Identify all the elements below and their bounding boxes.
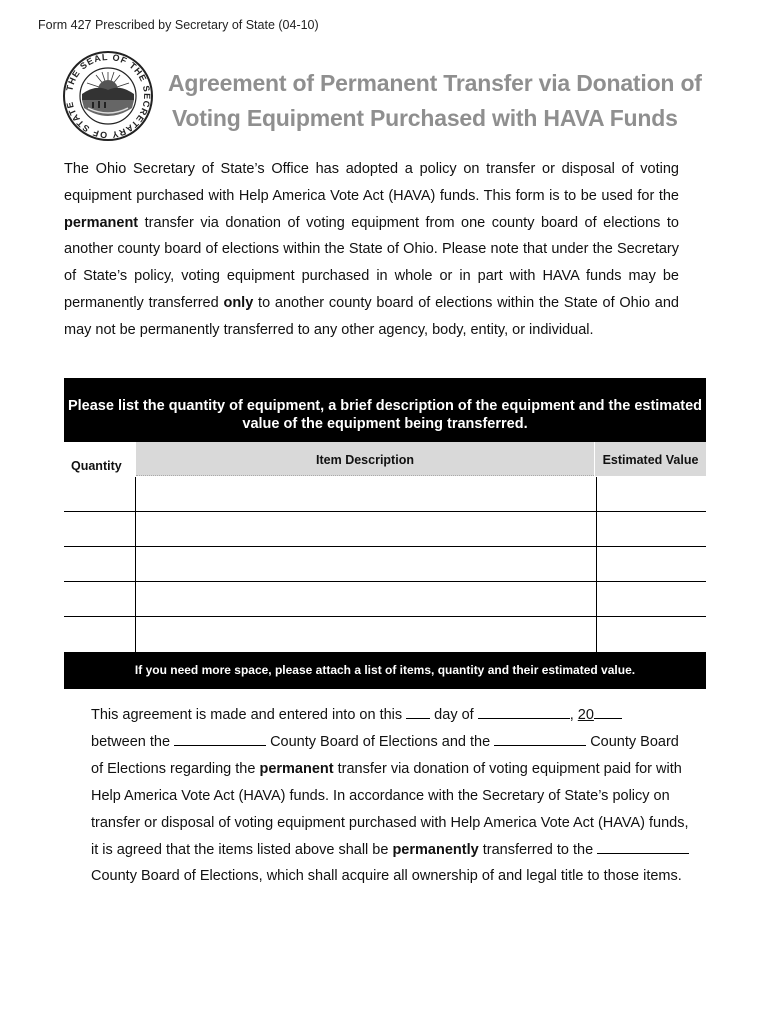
value-input[interactable] <box>596 512 706 547</box>
table-row <box>64 547 706 582</box>
description-input[interactable] <box>136 617 596 653</box>
page-title <box>168 66 728 136</box>
agreement-paragraph: This agreement is made and entered into on this day of , 20 between the County Board of Elections and the County Board of Elections regarding the permanent transfer via donation of voting equipment paid for with Help America Vote Act (HAVA) funds. In accordance with the Secretary of State’s policy on transfer or disposal of voting equipment purchased with Help America Vote Act (HAVA) funds, it is agreed that the items listed above shall be permanently transferred to the County Board of Elections, which shall acquire all ownership of and legal title to those items. <box>91 707 689 885</box>
description-input[interactable] <box>136 512 596 547</box>
year-blank[interactable] <box>594 705 622 719</box>
quantity-input[interactable] <box>64 477 135 512</box>
table-row <box>64 582 706 617</box>
day-blank[interactable] <box>406 705 430 719</box>
form-number: Form 427 Prescribed by Secretary of State (04-10) <box>38 18 319 32</box>
quantity-input[interactable] <box>64 582 135 617</box>
quantity-input[interactable] <box>64 617 135 653</box>
table-row <box>64 512 706 547</box>
value-input[interactable] <box>596 582 706 617</box>
title-line-2: Voting Equipment Purchased with HAVA Funds <box>172 105 678 131</box>
equipment-table-header: Please list the quantity of equipment, a brief description of the equipment and the estimated value of the equipment being transferred. <box>64 378 706 442</box>
description-input[interactable] <box>136 582 596 617</box>
year-prefix: 20 <box>577 707 594 723</box>
seal-ring-text: THE SEAL OF THE SECRETARY OF STATE <box>64 51 153 141</box>
intro-paragraph: The Ohio Secretary of State’s Office has adopted a policy on transfer or disposal of voting equipment purchased with Help America Vote Act (HAVA) funds. This form is to be used for the permanent transfer via donation of voting equipment from one county board of elections to another county board of elections within the State of Ohio. Please note that under the Secretary of State’s policy, voting equipment purchased in whole or in part with HAVA funds may be permanently transferred only to another county board of elections within the State of Ohio and may not be permanently transferred to any other agency, body, entity, or individual. <box>64 161 679 338</box>
description-input[interactable] <box>136 547 596 582</box>
county-from-blank[interactable] <box>174 732 266 746</box>
ohio-state-seal-icon <box>62 50 154 142</box>
value-input[interactable] <box>596 547 706 582</box>
table-row <box>64 617 706 652</box>
quantity-input[interactable] <box>64 547 135 582</box>
table-row <box>64 477 706 512</box>
county-to-blank[interactable] <box>494 732 586 746</box>
title-line-1: Agreement of Permanent Transfer via Donation of <box>168 70 702 96</box>
column-estimated-value: Estimated Value <box>595 442 706 476</box>
quantity-input[interactable] <box>64 512 135 547</box>
value-input[interactable] <box>596 477 706 512</box>
description-input[interactable] <box>136 477 596 512</box>
value-input[interactable] <box>596 617 706 653</box>
table-footer-note: If you need more space, please attach a list of items, quantity and their estimated value. <box>64 652 706 689</box>
column-item-description: Item Description <box>136 442 594 476</box>
receiving-county-blank[interactable] <box>597 840 689 854</box>
month-blank[interactable] <box>478 705 570 719</box>
column-quantity: Quantity <box>64 442 135 476</box>
